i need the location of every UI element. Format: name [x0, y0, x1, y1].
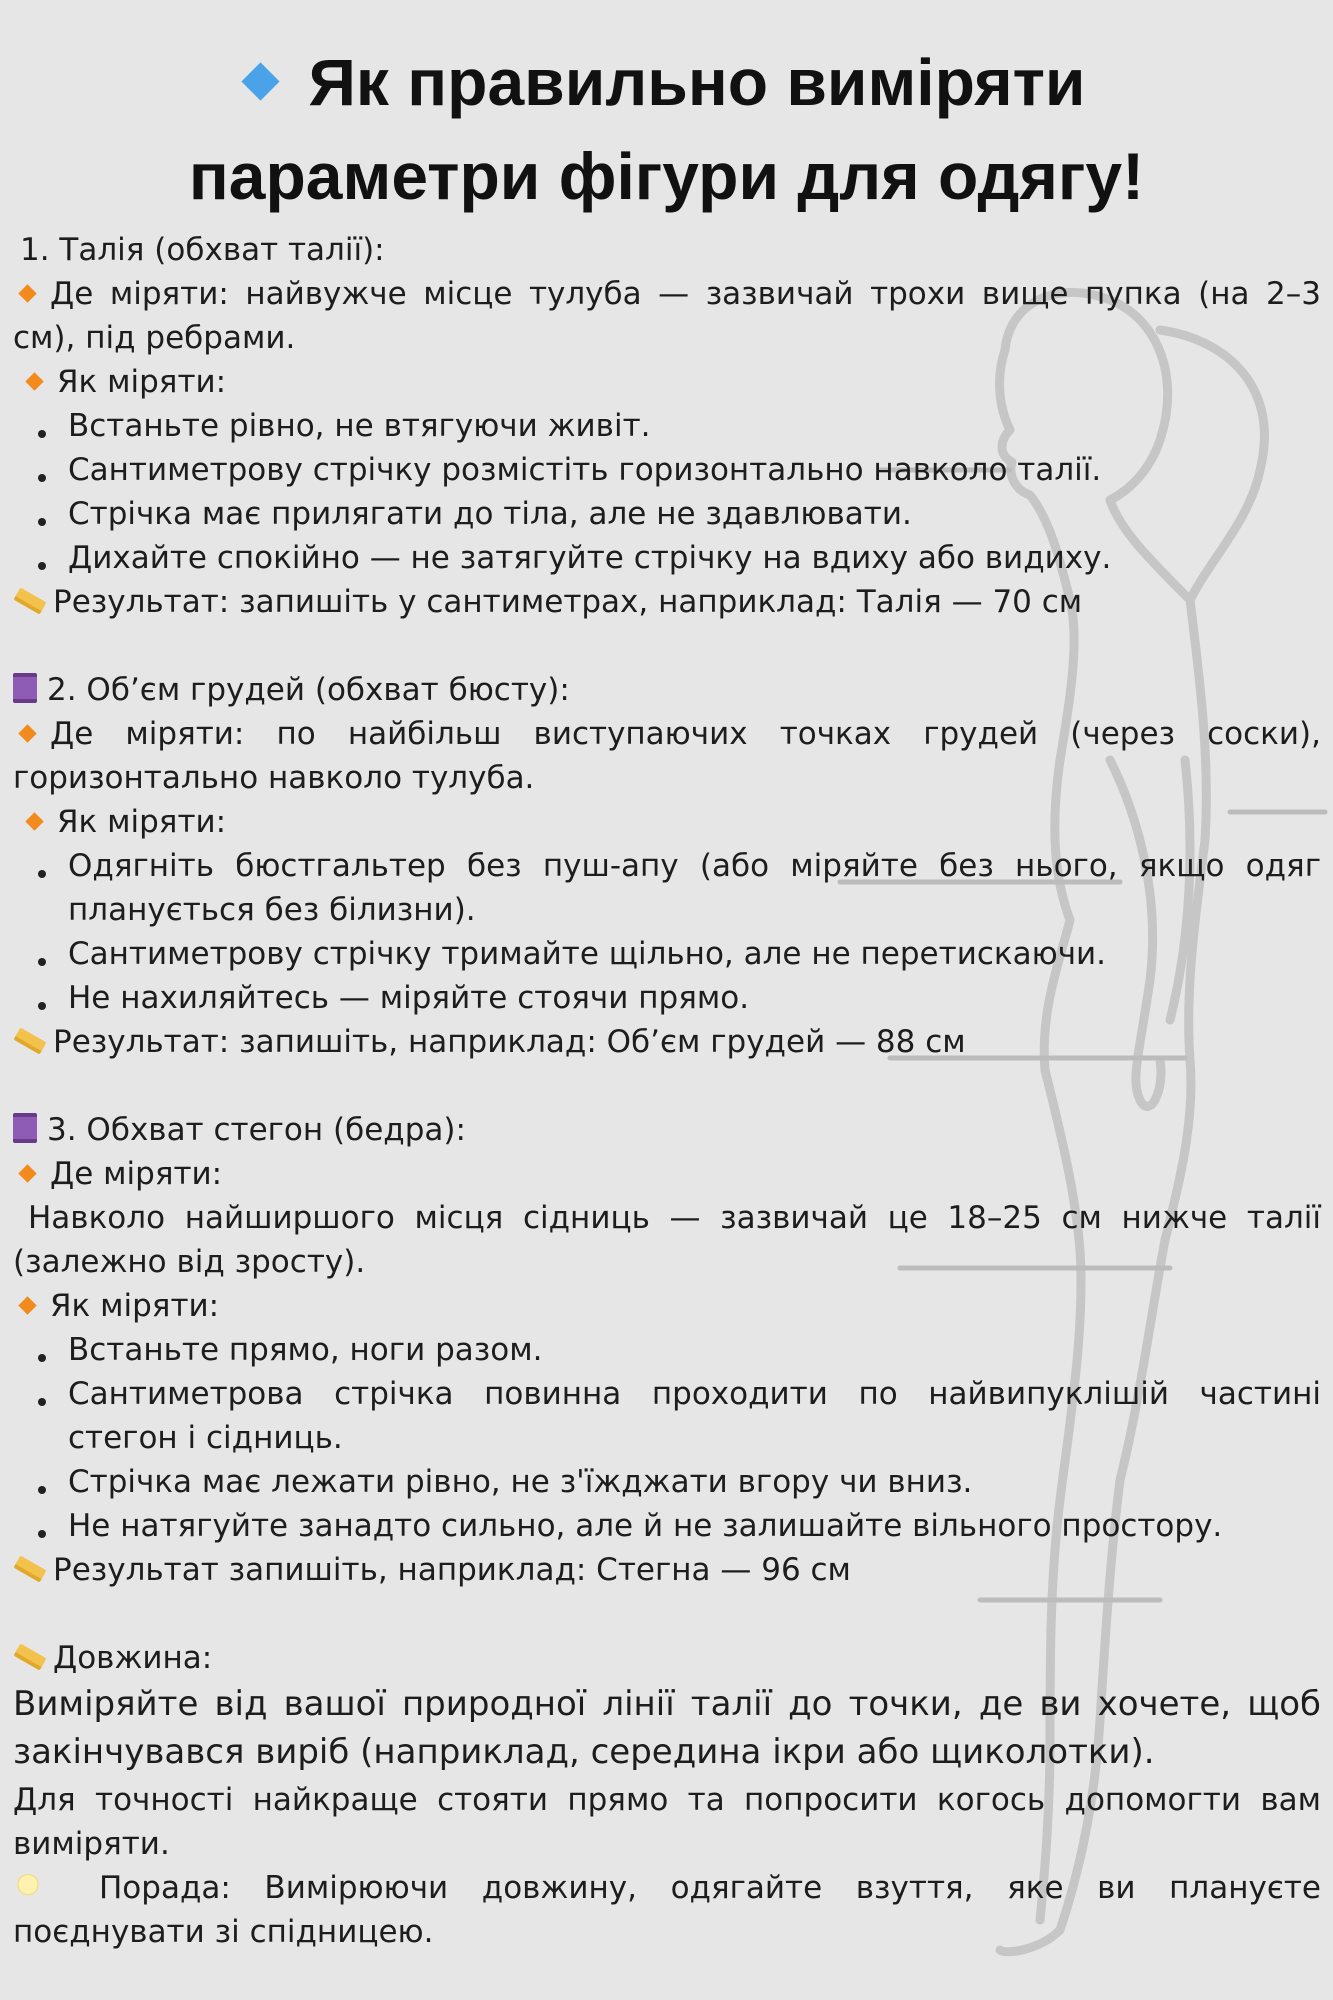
- bust-heading: 2. Об’єм грудей (обхват бюсту):: [13, 668, 1321, 712]
- hips-where-line-2: (залежно від зросту).: [13, 1244, 366, 1280]
- orange-diamond-icon: [18, 1164, 36, 1182]
- bullet-icon: [38, 562, 46, 570]
- hips-step-2-line-1: Сантиметрова стрічка повинна проходити по найвипуклішій частині: [68, 1376, 1321, 1412]
- length-p1-line-2: закінчувався виріб (наприклад, середина ікри або щиколотки).: [13, 1732, 1155, 1772]
- waist-step-3: Стрічка має прилягати до тіла, але не здавлювати.: [68, 496, 912, 532]
- bust-step-2: Сантиметрову стрічку тримайте щільно, але не перетискаючи.: [68, 936, 1107, 972]
- bullet-icon: [38, 518, 46, 526]
- bust-step-3: Не нахиляйтесь — міряйте стоячи прямо.: [68, 980, 750, 1016]
- hips-step-3: Стрічка має лежати рівно, не з'їжджати вгору чи вниз.: [68, 1464, 973, 1500]
- length-tip-line-2: поєднувати зі спідницею.: [13, 1914, 434, 1950]
- thread-spool-icon: [13, 1113, 37, 1143]
- hips-how-label: Як міряти:: [13, 1284, 1321, 1328]
- waist-where-line-1: Де міряти: найвужче місце тулуба — зазвичай трохи вище пупка (на 2–3: [13, 272, 1321, 316]
- bullet-icon: [38, 1398, 46, 1406]
- bust-result: Результат: запишіть, наприклад: Об’єм грудей — 88 см: [13, 1020, 1321, 1064]
- bullet-icon: [38, 958, 46, 966]
- bust-how-label: Як міряти:: [20, 800, 1328, 844]
- bullet-icon: [38, 430, 46, 438]
- bullet-icon: [38, 1002, 46, 1010]
- hips-step-4: Не натягуйте занадто сильно, але й не залишайте вільного простору.: [68, 1508, 1223, 1544]
- bullet-icon: [38, 1354, 46, 1362]
- page-title-line-1: Як правильно виміряти: [0, 36, 1333, 128]
- ruler-icon: [14, 1555, 47, 1582]
- waist-step-1: Встаньте рівно, не втягуючи живіт.: [68, 408, 651, 444]
- ruler-icon: [14, 1027, 47, 1054]
- length-p1-line-1: Виміряйте від вашої природної лінії талії до точки, де ви хочете, щоб: [13, 1684, 1321, 1724]
- orange-diamond-icon: [18, 284, 36, 302]
- page-title-line-2: параметри фігури для одягу!: [188, 139, 1145, 213]
- waist-how-label: Як міряти:: [20, 360, 1328, 404]
- thread-spool-icon: [13, 673, 37, 703]
- orange-diamond-icon: [25, 372, 43, 390]
- hips-result: Результат запишіть, наприклад: Стегна — 96 см: [13, 1548, 1321, 1592]
- orange-diamond-icon: [25, 812, 43, 830]
- length-heading: Довжина:: [13, 1636, 1321, 1680]
- waist-step-2: Сантиметрову стрічку розмістіть горизонтально навколо талії.: [68, 452, 1102, 488]
- hips-step-1: Встаньте прямо, ноги разом.: [68, 1332, 543, 1368]
- waist-result: Результат: запишіть у сантиметрах, наприклад: Талія — 70 см: [13, 580, 1321, 624]
- blue-diamond-icon: [242, 62, 280, 100]
- ruler-icon: [14, 587, 47, 614]
- light-bulb-icon: [17, 1874, 39, 1902]
- bust-step-1-line-1: Одягніть бюстгальтер без пуш-апу (або міряйте без нього, якщо одяг: [68, 848, 1321, 884]
- hips-where-label: Де міряти:: [13, 1152, 1321, 1196]
- bullet-icon: [38, 870, 46, 878]
- orange-diamond-icon: [18, 724, 36, 742]
- bust-where-line-2: горизонтально навколо тулуба.: [13, 760, 535, 796]
- ruler-icon: [14, 1643, 47, 1670]
- length-p2-line-2: виміряти.: [13, 1826, 170, 1862]
- length-tip-line-1: Порада: Вимірюючи довжину, одягайте взуття, яке ви плануєте: [13, 1866, 1321, 1910]
- hips-where-line-1: Навколо найширшого місця сідниць — зазвичай це 18–25 см нижче талії: [28, 1200, 1321, 1236]
- waist-where-line-2: см), під ребрами.: [13, 320, 296, 356]
- bullet-icon: [38, 474, 46, 482]
- bust-step-1-line-2: планується без білизни).: [68, 892, 476, 928]
- bullet-icon: [38, 1486, 46, 1494]
- length-p2-line-1: Для точності найкраще стояти прямо та попросити когось допомогти вам: [13, 1782, 1321, 1818]
- waist-heading: 1. Талія (обхват талії):: [20, 232, 385, 268]
- bullet-icon: [38, 1530, 46, 1538]
- bust-where-line-1: Де міряти: по найбільш виступаючих точках грудей (через соски),: [13, 712, 1321, 756]
- hips-step-2-line-2: стегон і сідниць.: [68, 1420, 343, 1456]
- hips-heading: 3. Обхват стегон (бедра):: [13, 1108, 1321, 1152]
- orange-diamond-icon: [18, 1296, 36, 1314]
- waist-step-4: Дихайте спокійно — не затягуйте стрічку на вдиху або видиху.: [68, 540, 1112, 576]
